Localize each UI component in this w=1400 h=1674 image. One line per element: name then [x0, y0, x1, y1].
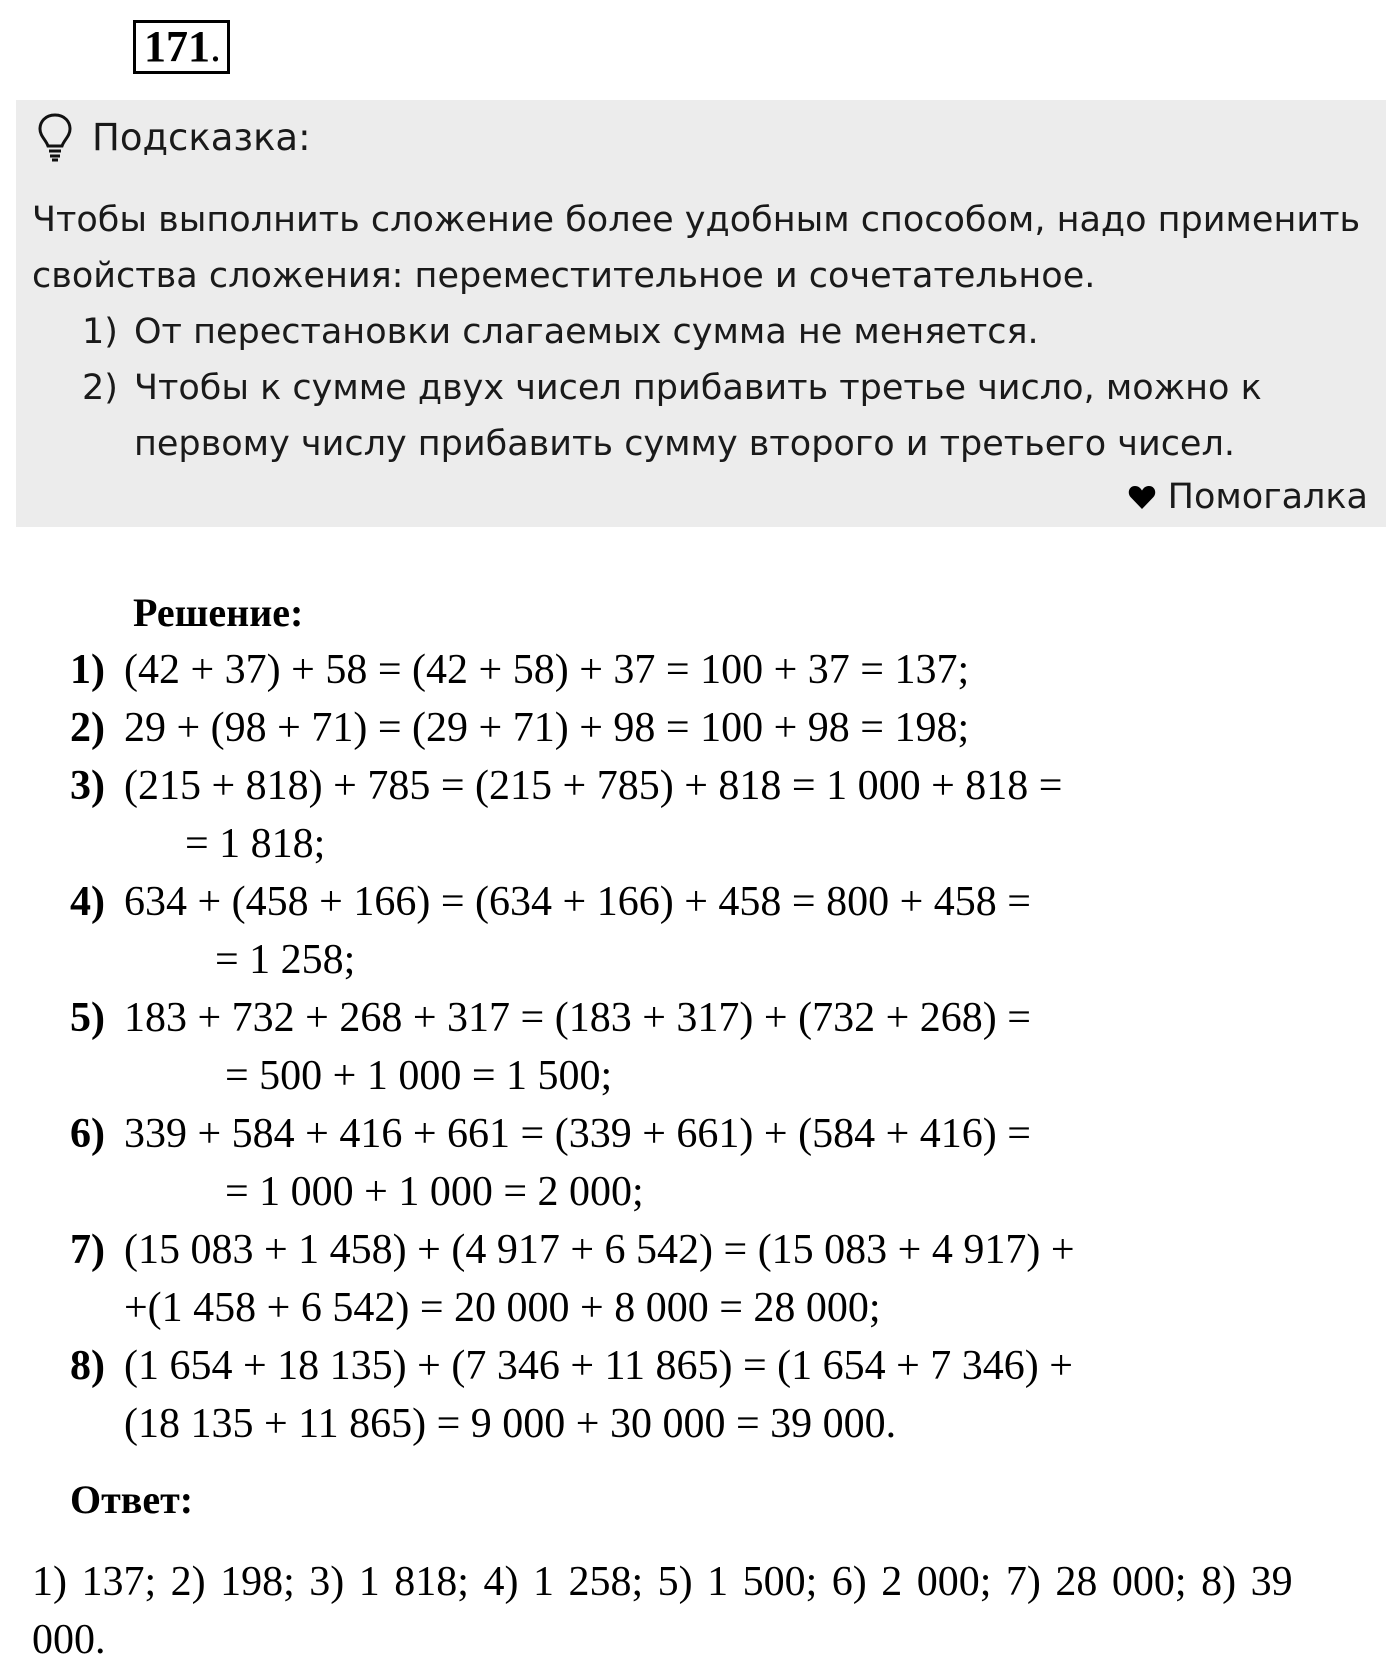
solution-item-3-cont: = 1 818;: [185, 821, 326, 867]
solution-item-7: [70, 1221, 1075, 1279]
item-line: 339 + 584 + 416 + 661 = (339 + 661) + (584 + 416) =: [124, 1111, 1031, 1157]
item-number: 4): [70, 879, 105, 925]
answer-text: 1) 137; 2) 198; 3) 1 818; 4) 1 258; 5) 1 500; 6) 2 000; 7) 28 000; 8) 39 000.: [32, 1559, 1293, 1663]
item-line: (1 654 + 18 135) + (7 346 + 11 865) = (1 654 + 7 346) +: [124, 1343, 1073, 1389]
solution-item-1: [70, 641, 969, 699]
item-line: (15 083 + 1 458) + (4 917 + 6 542) = (15 083 + 4 917) +: [124, 1227, 1075, 1273]
hint-item-text: От перестановки слагаемых сумма не меняется.: [134, 312, 1039, 352]
answer-title: Ответ:: [70, 1477, 194, 1522]
task-number: [133, 20, 230, 74]
item-line: 634 + (458 + 166) = (634 + 166) + 458 = 800 + 458 =: [124, 879, 1031, 925]
solution-item-2: [70, 699, 969, 757]
item-line: (42 + 37) + 58 = (42 + 58) + 37 = 100 + 37 = 137;: [124, 647, 970, 693]
brand-text: Помогалка: [1167, 477, 1368, 517]
hint-text: Чтобы выполнить сложение более удобным способом, надо применить свойства сложения: переместительное и сочетательное.: [32, 200, 1361, 296]
solution-item-4: [70, 873, 1031, 931]
hint-item-number: 1): [82, 312, 118, 352]
solution-item-5-cont: = 500 + 1 000 = 1 500;: [225, 1053, 613, 1099]
solution-item-5: [70, 989, 1031, 1047]
item-number: 8): [70, 1343, 105, 1389]
hint-item-text: Чтобы к сумме двух чисел прибавить третье число, можно к первому числу прибавить сумму второго и третьего чисел.: [134, 368, 1262, 464]
solution-item-8: [70, 1337, 1073, 1395]
lightbulb-icon: [36, 112, 74, 162]
item-number: 5): [70, 995, 105, 1041]
item-number: 1): [70, 647, 105, 693]
solution-item-3: [70, 757, 1062, 815]
hint-item: [82, 360, 1372, 472]
brand-label: [1128, 472, 1368, 522]
item-number: 3): [70, 763, 105, 809]
task-number-value: 171: [144, 22, 210, 71]
task-number-dot: .: [210, 22, 221, 71]
solution-item-4-cont: = 1 258;: [215, 937, 356, 983]
item-number: 6): [70, 1111, 105, 1157]
heart-icon: [1128, 484, 1156, 510]
hint-item-number: 2): [82, 368, 118, 408]
hint-header: [36, 112, 311, 162]
hint-list: [82, 304, 1372, 472]
item-number: 2): [70, 705, 105, 751]
solution-item-6-cont: = 1 000 + 1 000 = 2 000;: [225, 1169, 644, 1215]
item-line: (215 + 818) + 785 = (215 + 785) + 818 = 1 000 + 818 =: [124, 763, 1063, 809]
solution-item-7-cont: +(1 458 + 6 542) = 20 000 + 8 000 = 28 000;: [124, 1285, 881, 1331]
item-line: 183 + 732 + 268 + 317 = (183 + 317) + (732 + 268) =: [124, 995, 1031, 1041]
solution-item-8-cont: (18 135 + 11 865) = 9 000 + 30 000 = 39 000.: [124, 1401, 897, 1447]
solution-title: Решение:: [133, 590, 304, 635]
item-number: 7): [70, 1227, 105, 1273]
hint-item: [82, 304, 1372, 360]
solution-item-6: [70, 1105, 1031, 1163]
hint-title: Подсказка:: [92, 115, 311, 159]
hint-box: [16, 100, 1386, 527]
item-line: 29 + (98 + 71) = (29 + 71) + 98 = 100 + 98 = 198;: [124, 705, 970, 751]
